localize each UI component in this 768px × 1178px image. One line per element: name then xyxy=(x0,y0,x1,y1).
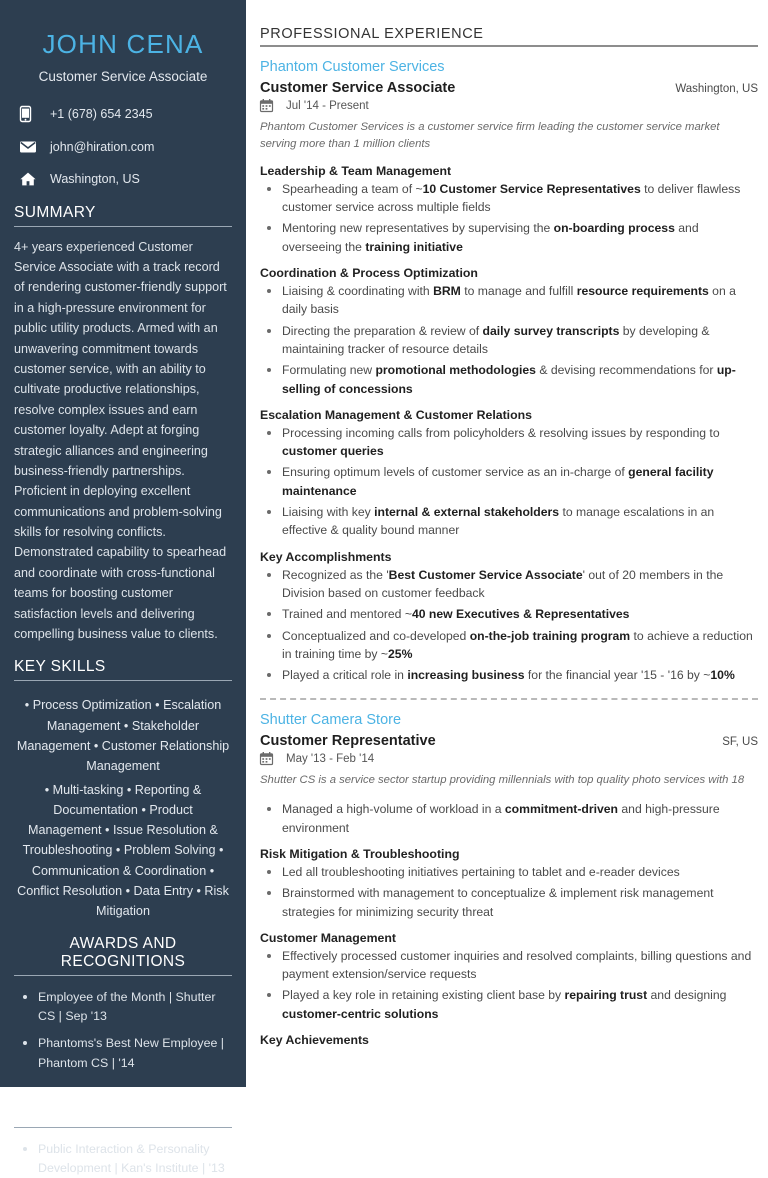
job-location: SF, US xyxy=(722,736,758,749)
bullet-list xyxy=(260,424,758,540)
bullet-list xyxy=(260,282,758,398)
company-description: Phantom Customer Services is a customer service firm leading the customer service market serving more than 1 million clients xyxy=(260,121,720,150)
job-divider xyxy=(260,698,758,700)
email-value: john@hiration.com xyxy=(50,139,155,154)
professional-experience-heading: PROFESSIONAL EXPERIENCE xyxy=(260,26,484,42)
job-dates-row xyxy=(260,752,758,765)
bullet-group-heading: Key Accomplishments xyxy=(260,549,392,564)
professional-experience-divider xyxy=(260,45,758,47)
location-value: Washington, US xyxy=(50,171,140,186)
awards-heading: AWARDS AND RECOGNITIONS xyxy=(60,934,186,970)
certifications-list xyxy=(14,1138,232,1178)
calendar-icon xyxy=(260,752,278,765)
bullet-item: Liaising & coordinating with BRM to manage and fulfill resource requirements on a daily basis xyxy=(260,282,758,319)
job-dates-row xyxy=(260,99,758,112)
role-row xyxy=(260,80,758,96)
bullet-item: Managed a high-volume of workload in a commitment-driven and high-pressure environment xyxy=(260,800,758,837)
bullet-list xyxy=(260,800,758,837)
bullet-list xyxy=(260,566,758,685)
home-icon xyxy=(20,172,44,186)
company-name: Phantom Customer Services xyxy=(260,59,445,75)
list-item: Public Interaction & Personality Development | Kan's Institute | '13 xyxy=(16,1140,232,1178)
candidate-headline: Customer Service Associate xyxy=(38,68,208,84)
bullet-item: Brainstormed with management to conceptualize & implement risk management strategies for minimizing security threat xyxy=(260,884,758,921)
key-skills-divider xyxy=(14,680,232,681)
bullet-list xyxy=(260,180,758,256)
experience-entry xyxy=(260,59,758,684)
bullet-item: Trained and mentored ~40 new Executives & Representatives xyxy=(260,605,758,623)
job-dates: May '13 - Feb '14 xyxy=(286,752,375,765)
bullet-list xyxy=(260,863,758,921)
summary-divider xyxy=(14,226,232,227)
bullet-group-heading: Leadership & Team Management xyxy=(260,163,452,178)
bullet-item: Directing the preparation & review of daily survey transcripts by developing & maintaining tracker of resource details xyxy=(260,322,758,359)
company-description: Shutter CS is a service sector startup providing millennials with top quality photo services with 18 xyxy=(260,774,745,787)
candidate-name: JOHN CENA xyxy=(42,29,204,59)
key-skills-heading: KEY SKILLS xyxy=(14,658,106,676)
contact-phone xyxy=(20,106,232,122)
bullet-group-heading: Escalation Management & Customer Relations xyxy=(260,407,532,422)
bullet-group-heading: Risk Mitigation & Troubleshooting xyxy=(260,846,460,861)
bullet-list xyxy=(260,947,758,1023)
list-item: Phantoms's Best New Employee | Phantom CS | '14 xyxy=(16,1034,232,1072)
awards-divider xyxy=(14,975,232,976)
job-dates: Jul '14 - Present xyxy=(286,99,369,112)
bullet-item: Played a critical role in increasing business for the financial year '15 - '16 by ~10% xyxy=(260,666,758,684)
bullet-item: Liaising with key internal & external stakeholders to manage escalations in an effective & quality bound manner xyxy=(260,503,758,540)
experience-list xyxy=(260,59,758,1047)
summary-text: 4+ years experienced Customer Service Associate with a track record of rendering customer-friendly support in a high-pressure environment for public utility products. Armed with an unwavering commitment towards customer service, with an ability to cultivate productive relationships, resolve complex issues and earn customer loyalty. Adept at forging strategic alliances and engineering business-friendly partnerships. Proficient in deploying excellent communications and problem-solving skills for resolving conflicts. Demonstrated capability to spearhead and coordinate with cross-functional teams for boosting customer satisfaction levels and delivering compelling business value to clients. xyxy=(14,239,227,642)
key-skills-group-1: • Process Optimization • Escalation Management • Stakeholder Management • Customer Relationship Management xyxy=(16,698,230,773)
phone-icon xyxy=(20,106,44,122)
phone-value: +1 (678) 654 2345 xyxy=(50,106,153,121)
job-title: Customer Representative xyxy=(260,733,436,750)
bullet-item: Formulating new promotional methodologies & devising recommendations for up-selling of concessions xyxy=(260,361,758,398)
role-row xyxy=(260,733,758,749)
bullet-item: Recognized as the 'Best Customer Service Associate' out of 20 members in the Division based on customer feedback xyxy=(260,566,758,603)
awards-list xyxy=(14,986,232,1073)
bullet-item: Effectively processed customer inquiries and resolved complaints, billing questions and payment extension/service requests xyxy=(260,947,758,984)
bullet-item: Conceptualized and co-developed on-the-job training program to achieve a reduction in training time by ~25% xyxy=(260,627,758,664)
bullet-item: Led all troubleshooting initiatives pertaining to tablet and e-reader devices xyxy=(260,863,758,881)
bullet-item: Processing incoming calls from policyholders & resolving issues by responding to customer queries xyxy=(260,424,758,461)
key-skills-group-2: • Multi-tasking • Reporting & Documentation • Product Management • Issue Resolution & Troubleshooting • Problem Solving • Communication & Coordination • Conflict Resolution • Data Entry • Risk Mitigation xyxy=(17,782,229,918)
bullet-group-heading: Customer Management xyxy=(260,930,396,945)
company-name: Shutter Camera Store xyxy=(260,712,402,729)
bullet-item: Ensuring optimum levels of customer service as an in-charge of general facility maintenance xyxy=(260,463,758,500)
list-item: Employee of the Month | Shutter CS | Sep '13 xyxy=(16,988,232,1026)
certifications-heading: CERTIFICATIONS & TRAINING xyxy=(14,1086,163,1122)
bullet-item: Spearheading a team of ~10 Customer Service Representatives to deliver flawless customer service across multiple fields xyxy=(260,180,758,217)
bullet-item: Played a key role in retaining existing client base by repairing trust and designing customer-centric solutions xyxy=(260,986,758,1023)
sidebar xyxy=(0,0,246,1176)
summary-heading: SUMMARY xyxy=(14,203,96,221)
main-content xyxy=(246,0,768,1087)
bullet-item: Mentoring new representatives by supervising the on-boarding process and overseeing the training initiative xyxy=(260,219,758,256)
job-location: Washington, US xyxy=(675,83,758,95)
contact-location xyxy=(20,172,232,186)
certifications-divider xyxy=(14,1127,232,1128)
bullet-group-heading: Coordination & Process Optimization xyxy=(260,266,478,281)
job-title: Customer Service Associate xyxy=(260,80,456,96)
experience-entry xyxy=(260,712,758,1047)
envelope-icon xyxy=(20,141,44,153)
contact-email xyxy=(20,140,232,154)
calendar-icon xyxy=(260,99,278,112)
bullet-group-heading: Key Achievements xyxy=(260,1033,369,1048)
